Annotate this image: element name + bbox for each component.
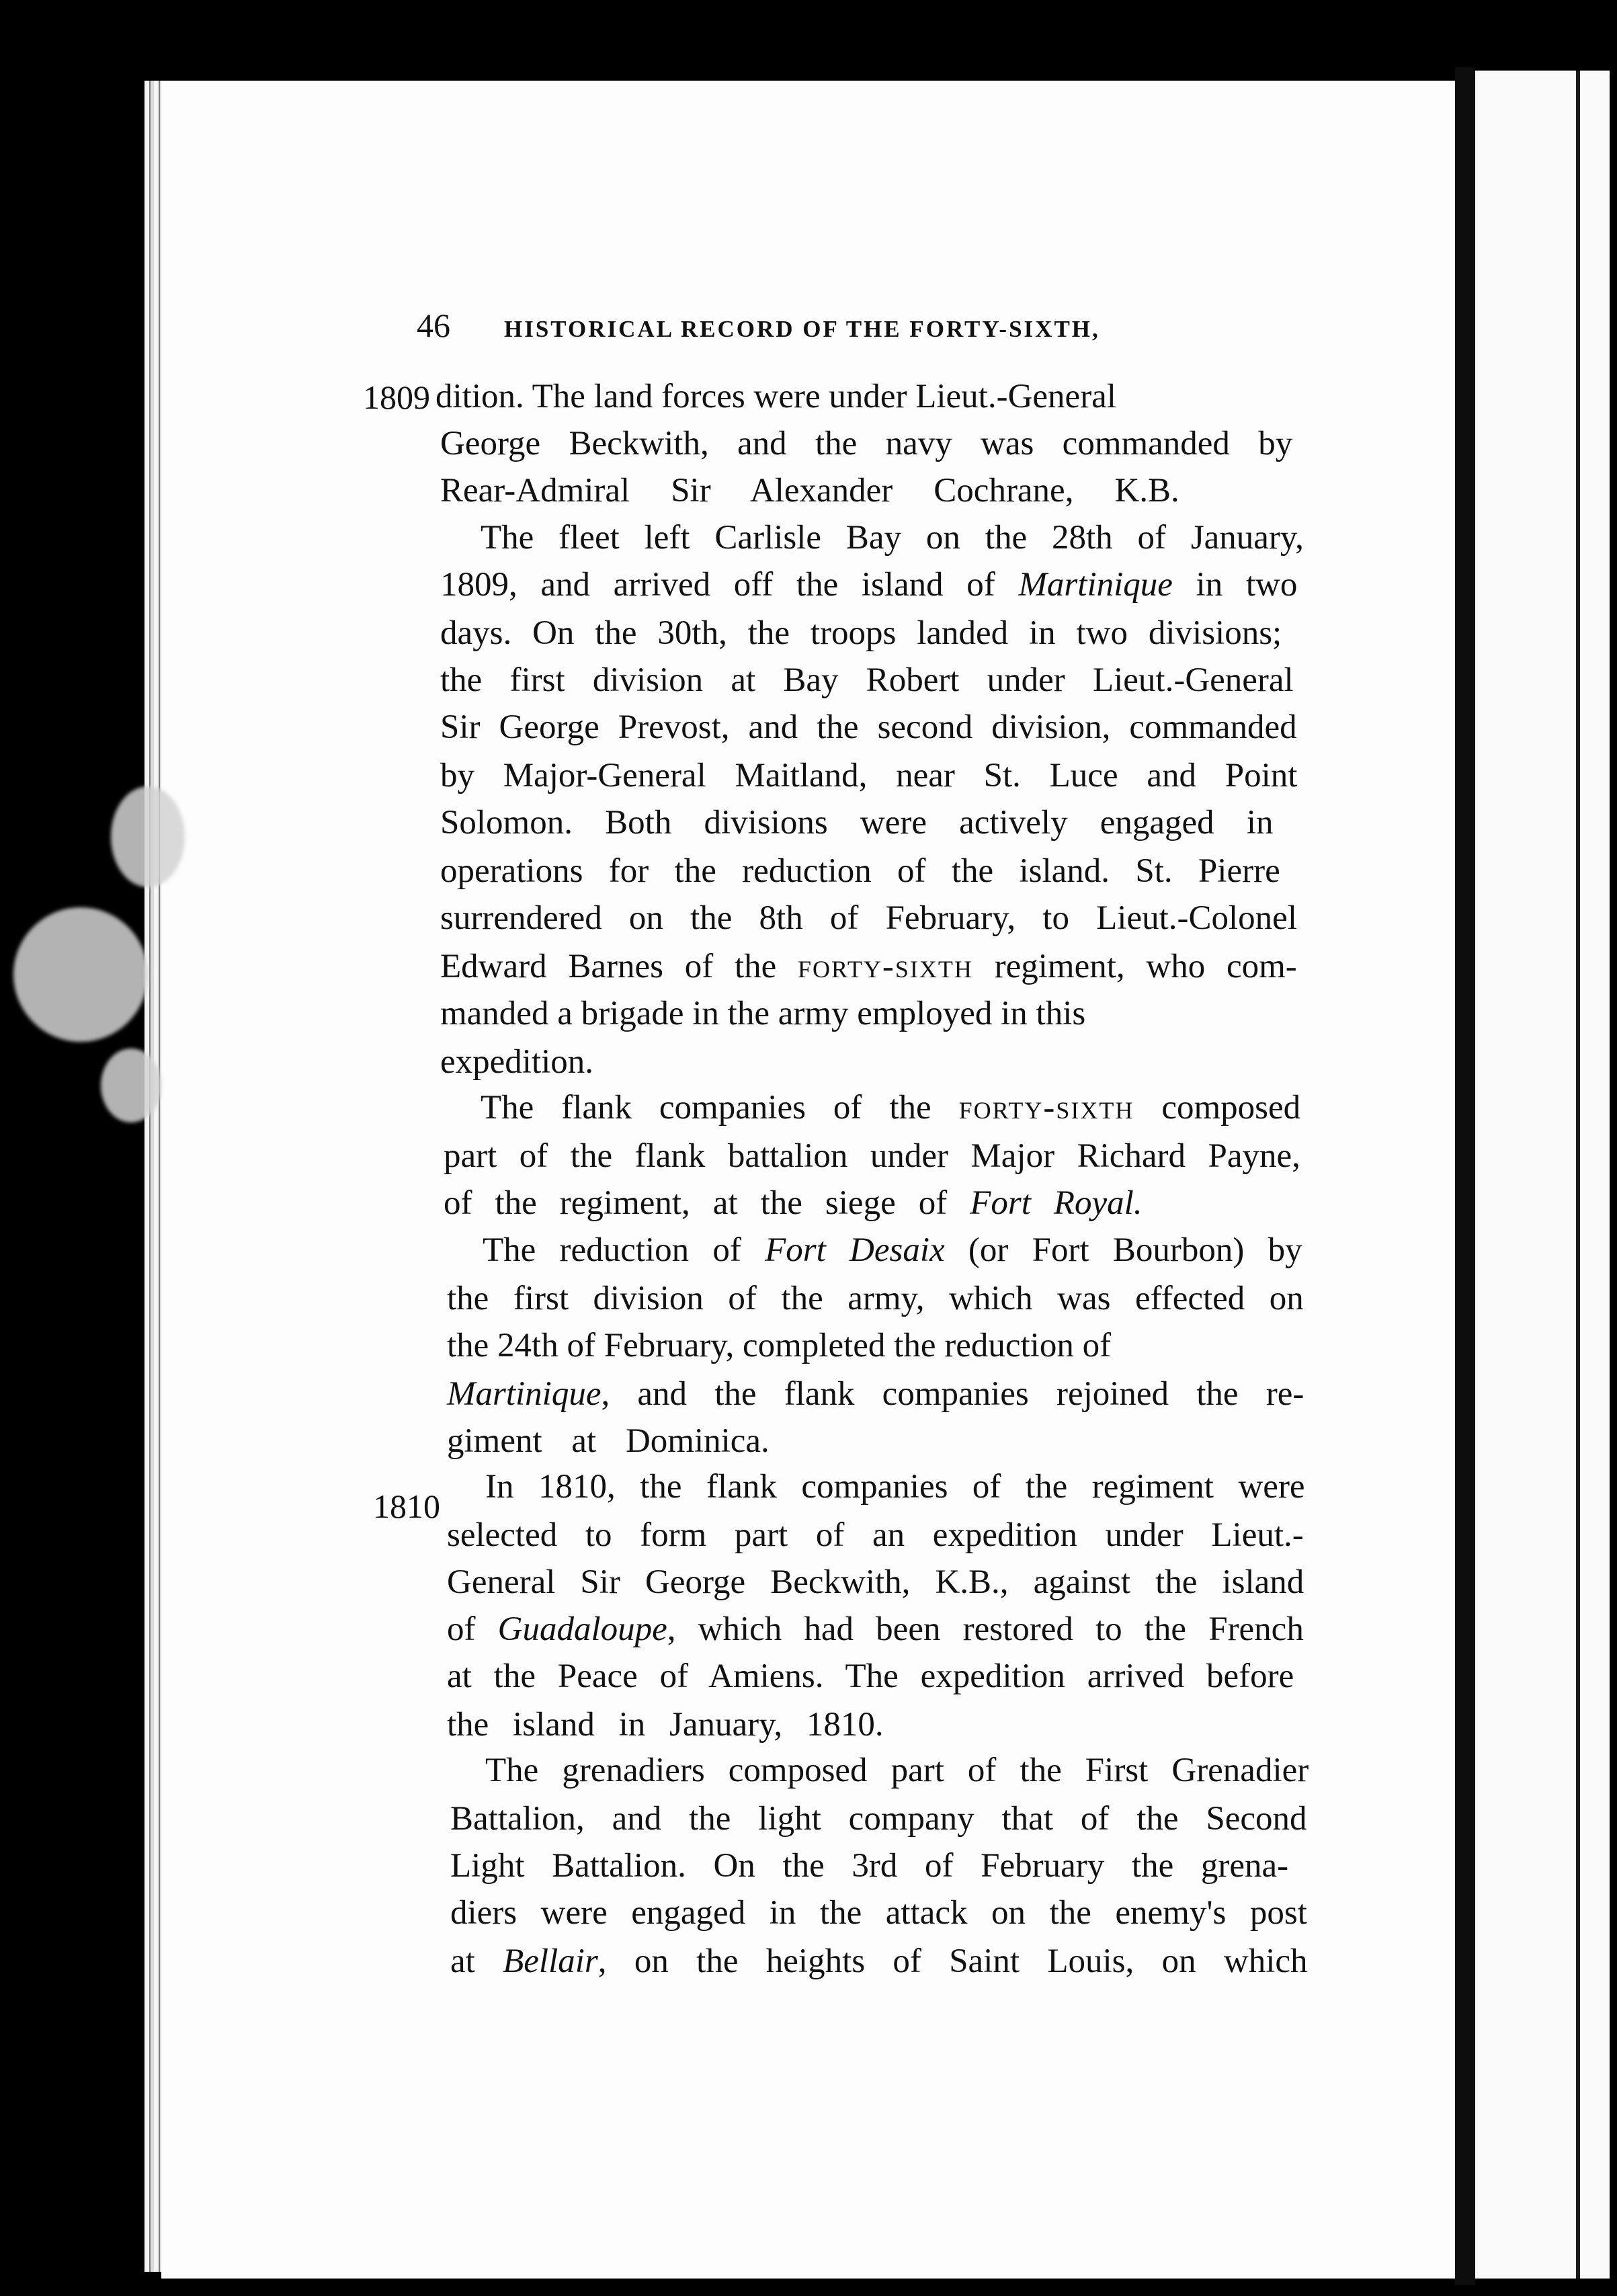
text-line [440, 613, 1282, 656]
text-segment: George Beckwith, and the navy was commanded by [440, 425, 1293, 462]
text-segment: regiment, who com- [972, 948, 1297, 985]
text-segment: Light Battalion. On the 3rd of February the grena- [450, 1847, 1289, 1885]
text-segment: diers were engaged in the attack on the enemy's post [450, 1894, 1307, 1932]
text-segment: expedition. [440, 1043, 594, 1081]
text-segment: The grenadiers composed part of the First Grenadier [485, 1752, 1309, 1789]
text-segment: Solomon. Both divisions were actively engaged in [440, 804, 1274, 842]
text-line [485, 1467, 1305, 1510]
text-line [440, 851, 1280, 894]
text-line [447, 1609, 1304, 1652]
small-caps-text: forty-sixth [798, 948, 973, 985]
text-segment: days. On the 30th, the troops landed in two divisions; [440, 614, 1282, 652]
text-segment: the island in January, 1810. [447, 1706, 884, 1744]
text-line [440, 1042, 593, 1085]
text-line [440, 423, 1292, 466]
italic-text: Guadaloupe [497, 1610, 667, 1648]
text-line [450, 1799, 1307, 1842]
text-line [444, 1183, 1143, 1226]
text-line [447, 1374, 1304, 1417]
text-segment: in two [1172, 566, 1298, 604]
page-header [417, 306, 1358, 346]
text-line [440, 993, 1085, 1036]
running-head: HISTORICAL RECORD OF THE FORTY-SIXTH, [504, 316, 1100, 342]
text-segment: The reduction of [483, 1231, 765, 1269]
paper-stain [13, 907, 148, 1042]
italic-text: Fort Desaix [765, 1231, 945, 1269]
text-line [447, 1515, 1304, 1558]
text-line [447, 1656, 1294, 1699]
text-segment: , on the heights of Saint Louis, on which [597, 1942, 1308, 1980]
text-segment: In 1810, the flank companies of the regiment were [485, 1468, 1305, 1506]
text-line [436, 376, 1116, 419]
italic-text: Martinique [1018, 566, 1173, 604]
text-segment: composed [1134, 1089, 1301, 1126]
text-segment: the 24th of February, completed the reduction of [447, 1327, 1112, 1364]
text-segment: , which had been restored to the French [667, 1610, 1304, 1648]
small-caps-text: forty-sixth [958, 1089, 1134, 1126]
text-line [450, 1846, 1288, 1889]
text-segment: selected to form part of an expedition under Lieut.- [447, 1516, 1304, 1554]
text-line [440, 660, 1294, 703]
text-segment: Battalion, and the light company that of the Second [450, 1800, 1307, 1838]
text-segment: Rear-Admiral Sir Alexander Cochrane, K.B. [440, 472, 1179, 509]
text-line [481, 518, 1304, 561]
text-line [440, 803, 1274, 846]
text-segment: The fleet left Carlisle Bay on the 28th of January, [481, 519, 1304, 557]
text-segment: of [447, 1610, 498, 1648]
text-segment: at [450, 1942, 503, 1980]
facing-page-shadow [1576, 71, 1580, 2279]
text-line [447, 1421, 770, 1464]
text-segment: giment at Dominica. [447, 1422, 770, 1460]
text-segment: The flank companies of the [481, 1089, 959, 1126]
text-segment: dition. The land forces were under Lieut.-General [436, 378, 1116, 415]
text-line [440, 946, 1297, 989]
book-gutter [1455, 67, 1475, 2285]
text-line [485, 1750, 1309, 1793]
text-line [481, 1088, 1300, 1131]
margin-year: 1810 [373, 1487, 440, 1525]
text-line [447, 1278, 1304, 1321]
text-segment: by Major-General Maitland, near St. Luce and Point [440, 757, 1298, 794]
text-segment: the first division of the army, which was effected on [447, 1280, 1304, 1317]
paper-stain [101, 1049, 161, 1122]
text-segment: Sir George Prevost, and the second division, commanded [440, 708, 1297, 746]
text-line [450, 1893, 1307, 1936]
page-number: 46 [417, 306, 450, 344]
text-segment: the first division at Bay Robert under Lieut.-General [440, 661, 1294, 699]
facing-page-edge [1475, 71, 1610, 2279]
text-line [440, 470, 1179, 514]
italic-text: Fort Royal. [970, 1184, 1143, 1222]
text-segment: , and the flank companies rejoined the re- [601, 1375, 1304, 1413]
margin-year: 1809 [363, 378, 430, 416]
text-line [447, 1562, 1304, 1605]
text-line [450, 1941, 1308, 1984]
text-segment: part of the flank battalion under Major Richard Payne, [444, 1137, 1300, 1175]
text-segment: 1809, and arrived off the island of [440, 566, 1019, 604]
text-line [440, 565, 1297, 608]
text-segment: surrendered on the 8th of February, to Lieut.-Colonel [440, 899, 1297, 937]
text-line [444, 1136, 1300, 1179]
text-segment: (or Fort Bourbon) by [944, 1231, 1302, 1269]
italic-text: Bellair [503, 1942, 598, 1980]
text-line [483, 1230, 1302, 1273]
text-segment: Edward Barnes of the [440, 948, 798, 985]
text-line [440, 707, 1297, 750]
paper-stain [111, 786, 185, 887]
text-segment: General Sir George Beckwith, K.B., against the island [447, 1563, 1304, 1601]
text-line [440, 755, 1297, 798]
text-segment: at the Peace of Amiens. The expedition arrived before [447, 1657, 1294, 1695]
text-segment: manded a brigade in the army employed in this [440, 995, 1086, 1032]
text-segment: operations for the reduction of the island. St. Pierre [440, 852, 1280, 890]
text-line [447, 1325, 1111, 1368]
italic-text: Martinique [447, 1375, 602, 1413]
text-segment: of the regiment, at the siege of [444, 1184, 970, 1222]
text-line [447, 1705, 884, 1748]
text-line [440, 898, 1297, 941]
